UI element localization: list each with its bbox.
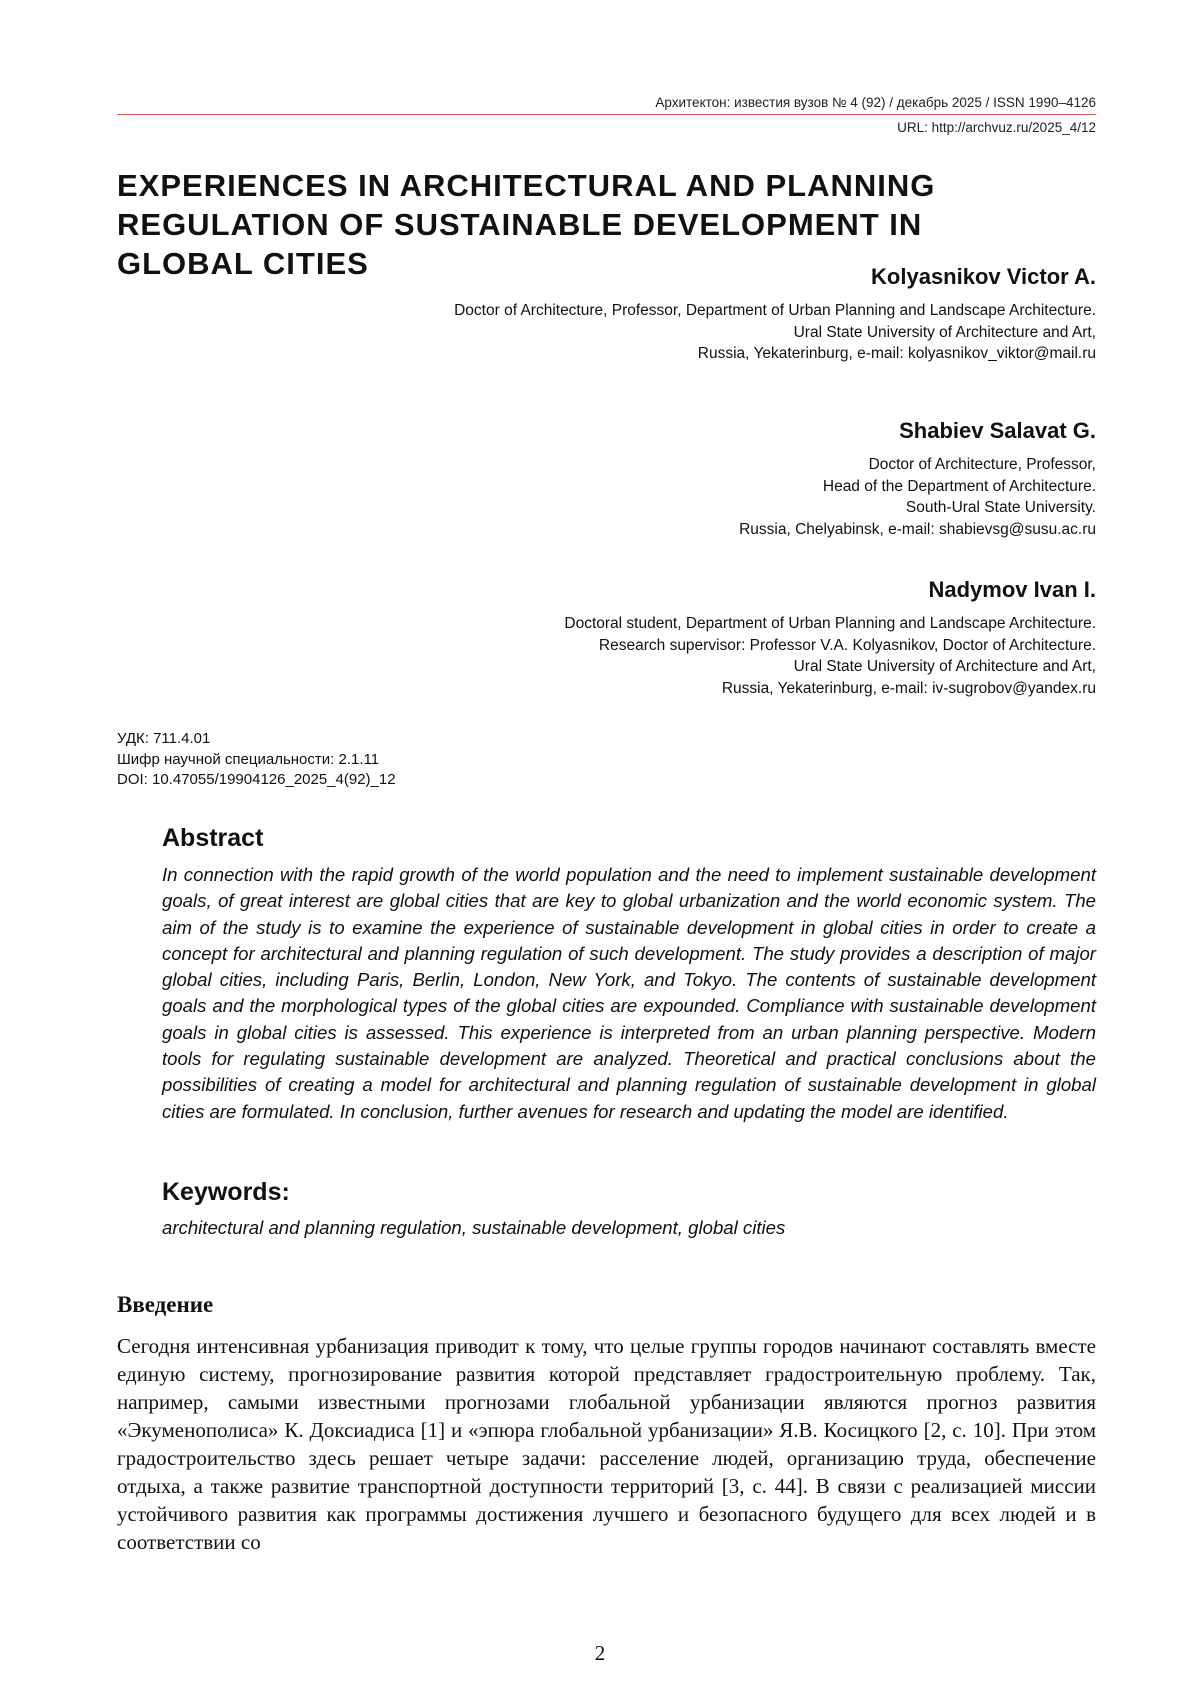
- header-divider: [117, 114, 1096, 115]
- affiliation-line: Russia, Yekaterinburg, e-mail: iv-sugrobov@yandex.ru: [721, 679, 1096, 697]
- journal-header: Архитектон: известия вузов № 4 (92) / декабрь 2025 / ISSN 1990–4126: [655, 95, 1096, 110]
- introduction-text: Сегодня интенсивная урбанизация приводит к тому, что целые группы городов начинают составлять вместе единую систему, прогнозирование развития которой представляет градостроительную проблему. Так, например, самыми известными прогнозами глобальной урбанизации являются прогноз развития «Экуменополиса» К. Доксиадиса [1] и «эпюра глобальной урбанизации» Я.В. Косицкого [2, с. 10]. При этом градостроительство здесь решает четыре задачи: расселение людей, организацию труда, обеспечение отдыха, а также развитие транспортной доступности территорий [3, с. 44]. В связи с реализацией миссии устойчивого развития как программы достижения лучшего и безопасного будущего для всех людей и в соответствии со: [117, 1334, 1096, 1554]
- author-affiliation: [454, 300, 1096, 365]
- article-url[interactable]: URL: http://archvuz.ru/2025_4/12: [897, 120, 1096, 135]
- abstract-text: In connection with the rapid growth of the world population and the need to implement sustainable development goals, of great interest are global cities that are key to global urbanization and the world economic system. The aim of the study is to examine the experience of sustainable development in global cities in order to create a concept for architectural and planning regulation of such development. The study provides a description of major global cities, including Paris, Berlin, London, New York, and Tokyo. The contents of sustainable development goals and the morphological types of the global cities are expounded. Compliance with sustainable development goals in global cities is assessed. This experience is interpreted from an urban planning perspective. Modern tools for regulating sustainable development are analyzed. Theoretical and practical conclusions about the possibilities of creating a model for architectural and planning regulation of sustainable development in global cities are formulated. In conclusion, further avenues for research and updating the model are identified.: [162, 864, 1096, 1122]
- affiliation-line: Ural State University of Architecture and Art,: [793, 323, 1096, 341]
- author-block-2: [739, 416, 1096, 540]
- keywords-text: architectural and planning regulation, sustainable development, global cities: [162, 1217, 786, 1238]
- author-name: Shabiev Salavat G.: [899, 418, 1096, 443]
- udc-code: УДК: 711.4.01: [117, 730, 211, 747]
- affiliation-line: Doctor of Architecture, Professor,: [868, 456, 1096, 473]
- author-affiliation: [564, 613, 1096, 699]
- author-block-1: [454, 262, 1096, 365]
- abstract-heading: Abstract: [162, 824, 264, 852]
- page-number: 2: [594, 1641, 606, 1665]
- article-title: EXPERIENCES IN ARCHITECTURAL AND PLANNING REGULATION OF SUSTAINABLE DEVELOPMENT IN GLOBAL CITIES: [117, 168, 936, 281]
- keywords-heading: Keywords:: [162, 1178, 290, 1206]
- affiliation-line: Doctor of Architecture, Professor, Department of Urban Planning and Landscape Architecture.: [454, 302, 1096, 319]
- affiliation-line: Doctoral student, Department of Urban Planning and Landscape Architecture.: [564, 615, 1096, 632]
- introduction-heading: Введение: [117, 1292, 214, 1317]
- affiliation-line: Russia, Chelyabinsk, e-mail: shabievsg@susu.ac.ru: [739, 520, 1096, 538]
- specialty-code: Шифр научной специальности: 2.1.11: [117, 750, 380, 768]
- affiliation-line: Head of the Department of Architecture.: [822, 477, 1096, 495]
- affiliation-line: Ural State University of Architecture and Art,: [793, 658, 1096, 675]
- article-metadata: [117, 729, 396, 791]
- affiliation-line: South-Ural State University.: [905, 499, 1096, 516]
- author-block-3: [564, 575, 1096, 699]
- doi: DOI: 10.47055/19904126_2025_4(92)_12: [117, 771, 396, 788]
- author-affiliation: [739, 454, 1096, 540]
- affiliation-line: Research supervisor: Professor V.A. Kolyasnikov, Doctor of Architecture.: [598, 636, 1096, 654]
- affiliation-line: Russia, Yekaterinburg, e-mail: kolyasnikov_viktor@mail.ru: [697, 345, 1096, 362]
- author-name: Kolyasnikov Victor A.: [871, 264, 1096, 289]
- author-name: Nadymov Ivan I.: [928, 577, 1096, 602]
